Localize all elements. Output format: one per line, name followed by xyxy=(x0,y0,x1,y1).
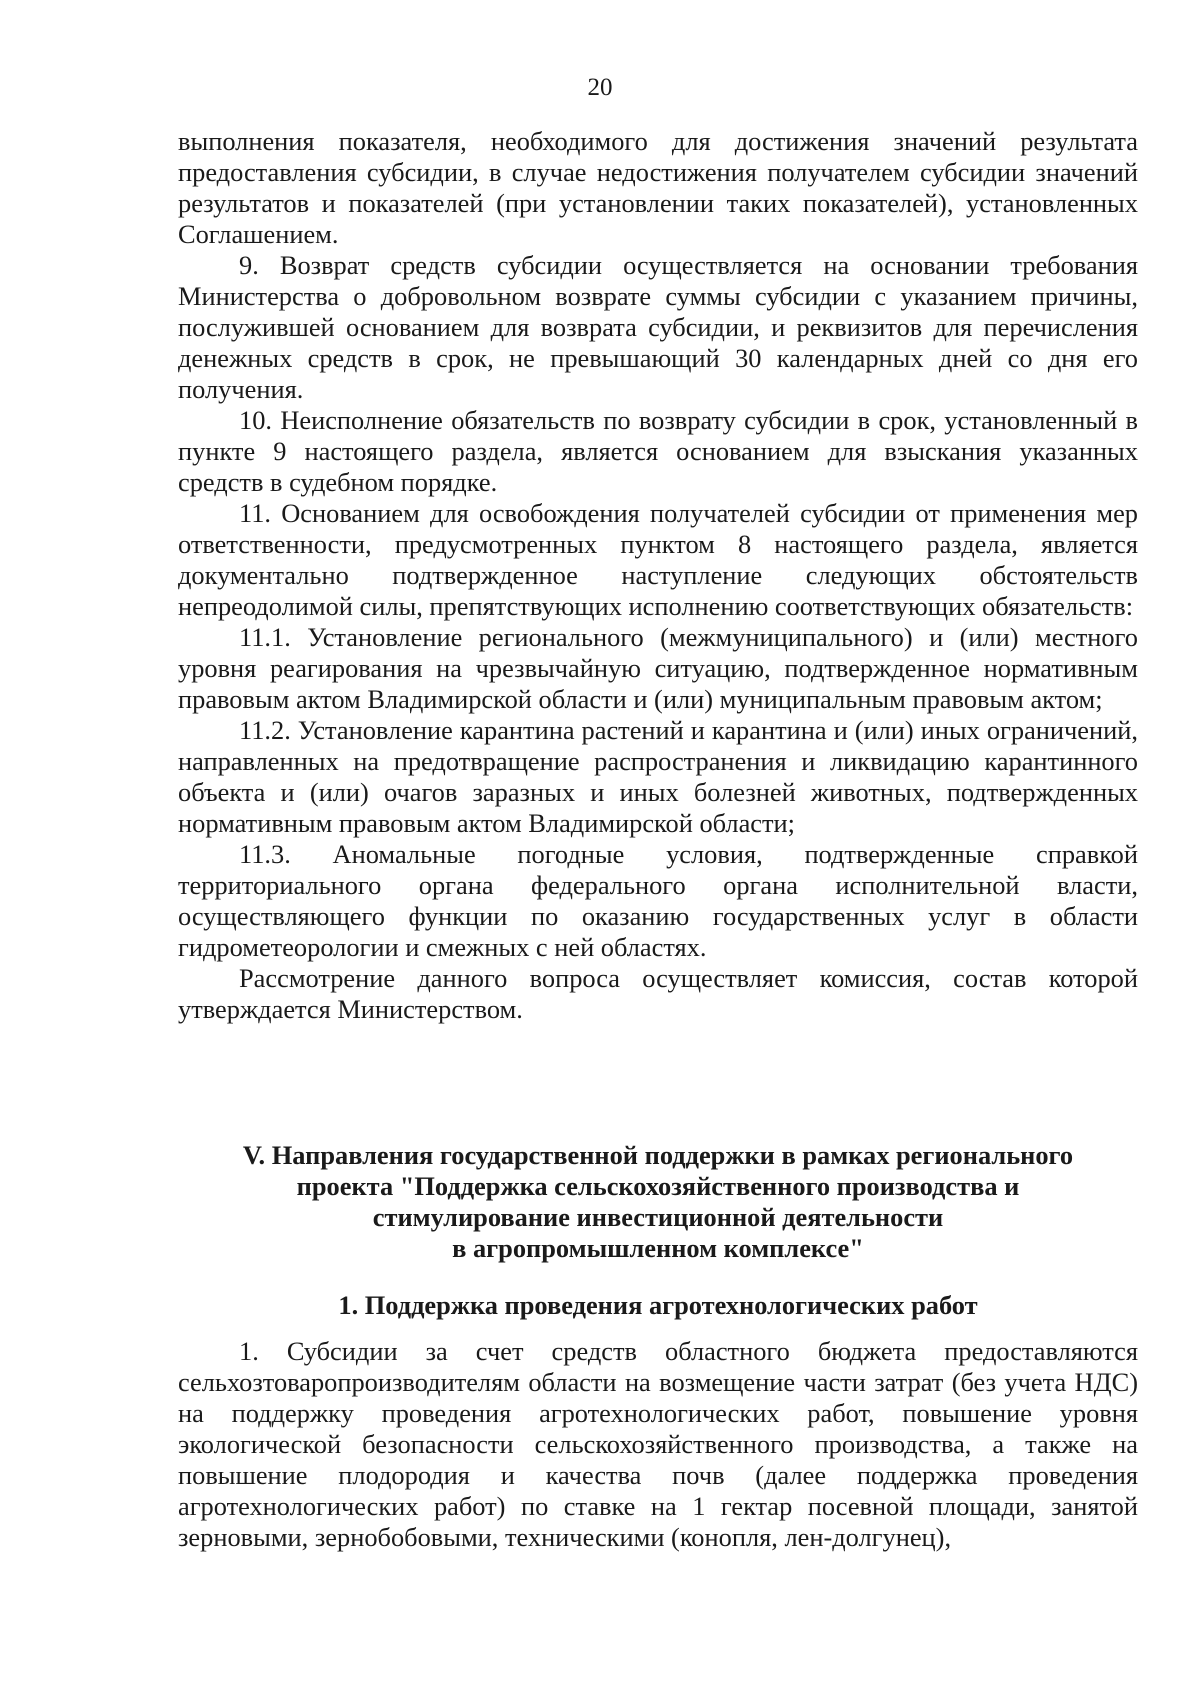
paragraph: Рассмотрение данного вопроса осуществляет комиссия, состав которой утверждается Министерством. xyxy=(178,963,1138,1024)
body-text-top xyxy=(178,126,1138,1025)
body-text-bottom xyxy=(178,1336,1138,1553)
paragraph: 11. Основанием для освобождения получателей субсидии от применения мер ответственности, предусмотренных пунктом 8 настоящего раздела, является документально подтвержденное наступление следующих обстоятельств непреодолимой силы, препятствующих исполнению соответствующих обязательств: xyxy=(178,498,1138,621)
paragraph: 9. Возврат средств субсидии осуществляется на основании требования Министерства о добровольном возврате суммы субсидии с указанием причины, послужившей основанием для возврата субсидии, и реквизитов для перечисления денежных средств в срок, не превышающий 30 календарных дней со дня его получения. xyxy=(178,250,1138,404)
paragraph: 11.2. Установление карантина растений и карантина и (или) иных ограничений, направленных на предотвращение распространения и ликвидацию карантинного объекта и (или) очагов заразных и иных болезней животных, подтвержденных нормативным правовым актом Владимирской области; xyxy=(178,715,1138,838)
section-heading-line: проекта "Поддержка сельскохозяйственного производства и xyxy=(296,1171,1020,1201)
section-heading xyxy=(178,1140,1138,1264)
section-heading-line: в агропромышленном комплексе" xyxy=(452,1233,864,1263)
paragraph: 11.1. Установление регионального (межмуниципального) и (или) местного уровня реагирования на чрезвычайную ситуацию, подтвержденное нормативным правовым актом Владимирской области и (или) муниципальным правовым актом; xyxy=(178,622,1138,714)
paragraph: 1. Субсидии за счет средств областного бюджета предоставляются сельхозтоваропроизводителям области на возмещение части затрат (без учета НДС) на поддержку проведения агротехнологических работ, повышение уровня экологической безопасности сельскохозяйственного производства, а также на повышение плодородия и качества почв (далее поддержка проведения агротехнологических работ) по ставке на 1 гектар посевной площади, занятой зерновыми, зернобобовыми, техническими (конопля, лен-долгунец), xyxy=(178,1336,1138,1552)
page-number: 20 xyxy=(587,74,613,101)
subsection-heading: 1. Поддержка проведения агротехнологических работ xyxy=(338,1290,978,1320)
paragraph: 10. Неисполнение обязательств по возврату субсидии в срок, установленный в пункте 9 настоящего раздела, является основанием для взыскания указанных средств в судебном порядке. xyxy=(178,405,1138,497)
paragraph: 11.3. Аномальные погодные условия, подтвержденные справкой территориального органа федерального органа исполнительной власти, осуществляющего функции по оказанию государственных услуг в области гидрометеорологии и смежных с ней областях. xyxy=(178,839,1138,962)
section-heading-line: стимулирование инвестиционной деятельности xyxy=(372,1202,944,1232)
section-heading-line: V. Направления государственной поддержки в рамках регионального xyxy=(242,1140,1074,1170)
paragraph: выполнения показателя, необходимого для достижения значений результата предоставления субсидии, в случае недостижения получателем субсидии значений результатов и показателей (при установлении таких показателей), установленных Соглашением. xyxy=(178,126,1138,249)
